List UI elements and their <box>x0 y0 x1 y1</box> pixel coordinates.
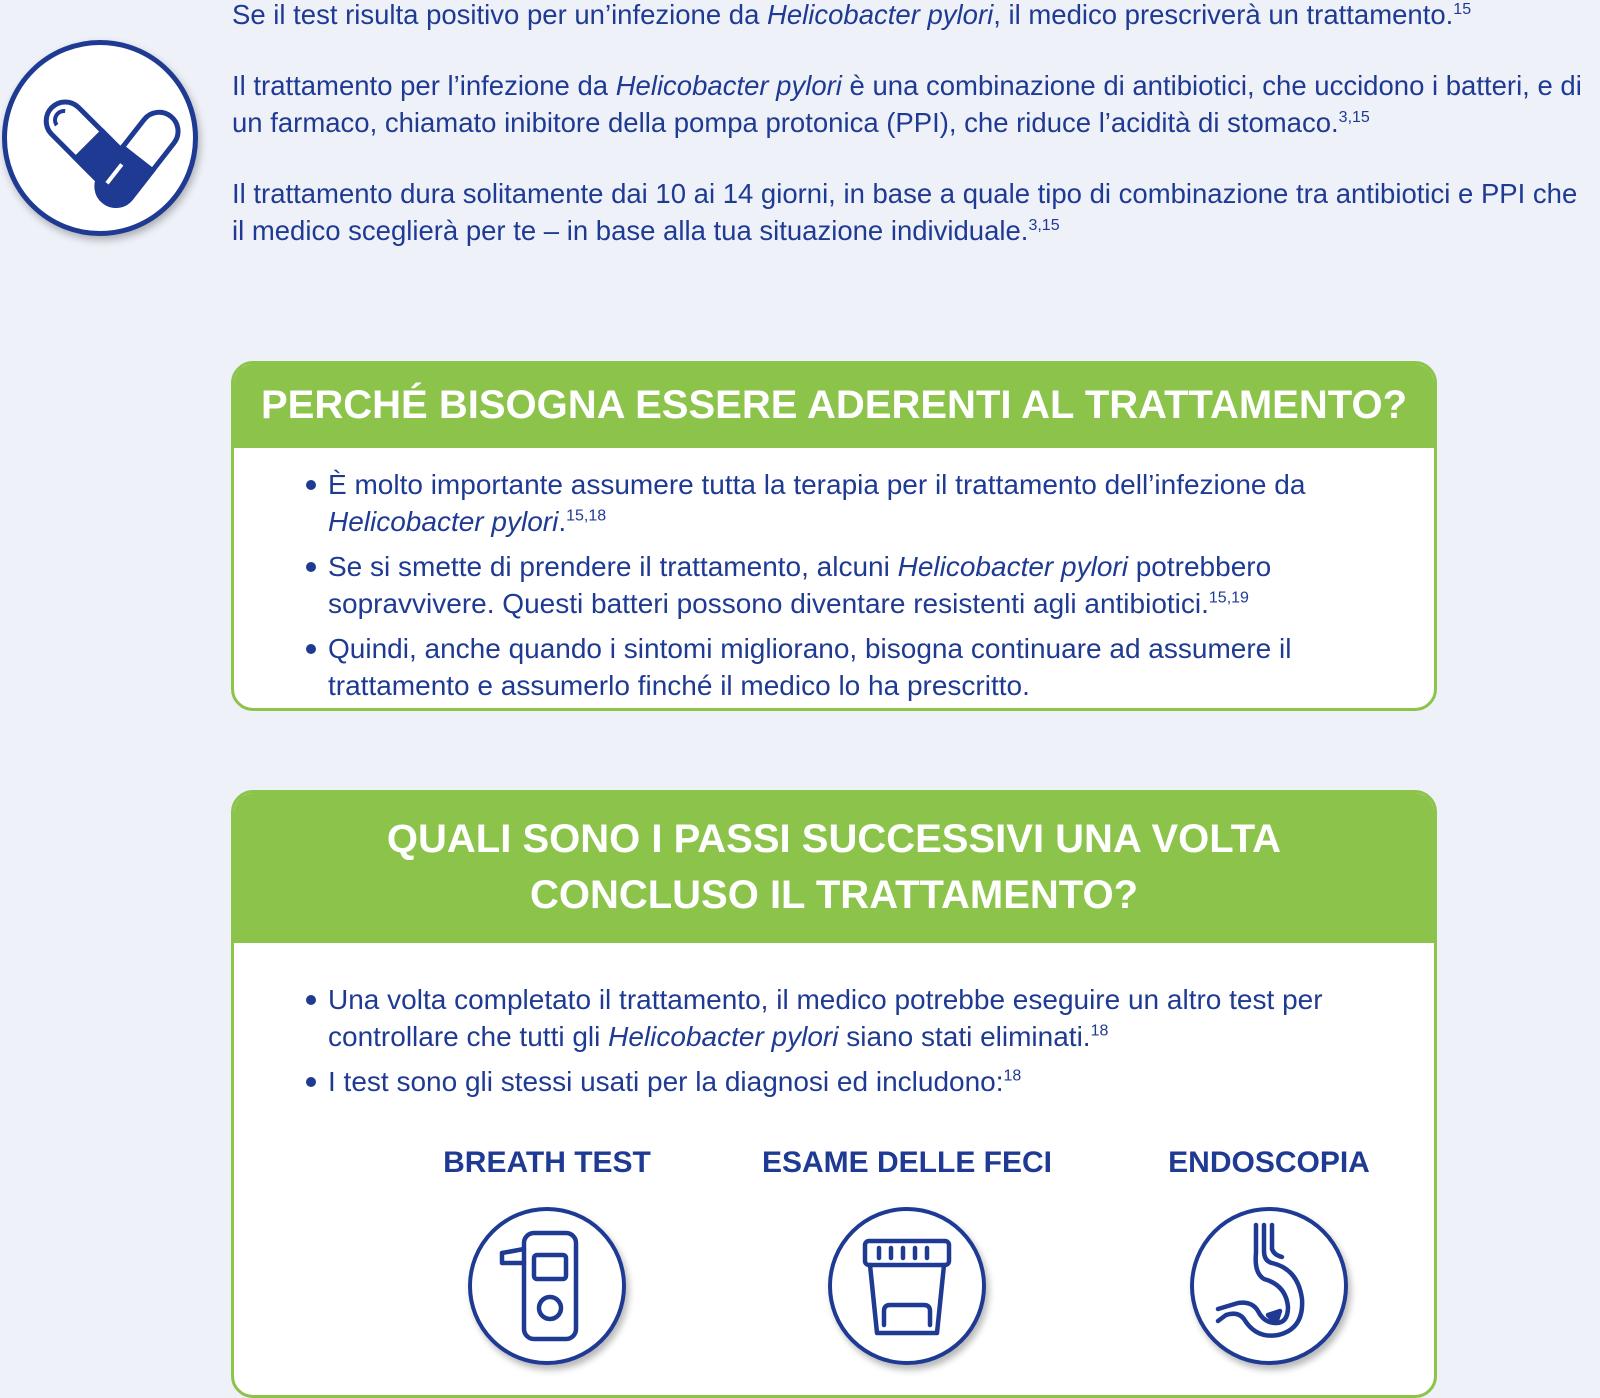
reference: 18 <box>1003 1067 1022 1085</box>
list-item <box>270 466 1394 540</box>
list-item <box>270 630 1394 704</box>
capsules-icon <box>2 40 198 236</box>
text: , il medico prescriverà un trattamento. <box>993 0 1454 30</box>
adherence-card-title: PERCHÉ BISOGNA ESSERE ADERENTI AL TRATTAMENTO? <box>234 364 1434 448</box>
test-endoscopy <box>1109 1145 1429 1365</box>
text: . <box>558 506 567 537</box>
next-steps-list <box>270 981 1394 1100</box>
next-steps-card <box>231 790 1437 1398</box>
reference: 15,19 <box>1208 589 1249 607</box>
text: Il trattamento dura solitamente dai 10 ai 14 giorni, in base a quale tipo di combinazione tra antibiotici e PPI che il medico sceglierà per te – in base alla tua situazione individuale. <box>232 178 1578 246</box>
reference: 3,15 <box>1338 108 1370 126</box>
next-steps-card-title <box>234 793 1434 943</box>
adherence-list <box>270 466 1394 704</box>
test-label: BREATH TEST <box>443 1146 651 1179</box>
text: potrebbero sopravvivere. Questi batteri possono diventare resistenti agli antibiotici. <box>328 551 1272 619</box>
breath-test-device-icon <box>468 1207 626 1365</box>
intro-text <box>232 0 1594 283</box>
reference: 18 <box>1090 1022 1109 1040</box>
reference: 15 <box>1453 0 1472 18</box>
intro-paragraph-3 <box>232 175 1594 249</box>
text: Se il test risulta positivo per un’infezione da <box>232 0 768 30</box>
species-name: Helicobacter pylori <box>608 1021 839 1052</box>
reference: 3,15 <box>1028 216 1060 234</box>
stool-sample-container-icon <box>828 1207 986 1365</box>
intro-paragraph-1 <box>232 0 1594 33</box>
test-breath <box>387 1145 707 1365</box>
species-name: Helicobacter pylori <box>328 506 559 537</box>
adherence-card <box>231 361 1437 711</box>
intro-paragraph-2 <box>232 67 1594 141</box>
test-label: ENDOSCOPIA <box>1168 1146 1370 1179</box>
text: Il trattamento per l’infezione da <box>232 70 616 101</box>
test-label: ESAME DELLE FECI <box>761 1146 1053 1179</box>
test-stool <box>747 1145 1067 1365</box>
text: è una combinazione di antibiotici, che uccidono i batteri, e di un farmaco, chiamato inibitore della pompa protonica (PPI), che riduce l’acidità di stomaco. <box>232 70 1582 138</box>
list-item <box>270 981 1394 1055</box>
list-item <box>270 548 1394 622</box>
list-item <box>270 1063 1394 1100</box>
diagnostic-tests <box>234 1145 1437 1365</box>
text: I test sono gli stessi usati per la diagnosi ed includono: <box>328 1066 1004 1097</box>
species-name: Helicobacter pylori <box>897 551 1128 582</box>
text: Se si smette di prendere il trattamento, alcuni <box>328 551 898 582</box>
text: Quindi, anche quando i sintomi migliorano, bisogna continuare ad assumere il trattamento e assumerlo finché il medico lo ha prescritto. <box>328 633 1292 701</box>
species-name: Helicobacter pylori <box>767 0 994 30</box>
stomach-endoscopy-icon <box>1190 1207 1348 1365</box>
text: siano stati eliminati. <box>838 1021 1091 1052</box>
reference: 15,18 <box>566 507 607 525</box>
title-line: CONCLUSO IL TRATTAMENTO? <box>529 873 1139 917</box>
species-name: Helicobacter pylori <box>615 70 842 101</box>
text: Una volta completato il trattamento, il medico potrebbe eseguire un altro test per controllare che tutti gli <box>328 984 1323 1052</box>
text: È molto importante assumere tutta la terapia per il trattamento dell’infezione da <box>328 469 1306 500</box>
title-line: QUALI SONO I PASSI SUCCESSIVI UNA VOLTA <box>386 817 1282 861</box>
